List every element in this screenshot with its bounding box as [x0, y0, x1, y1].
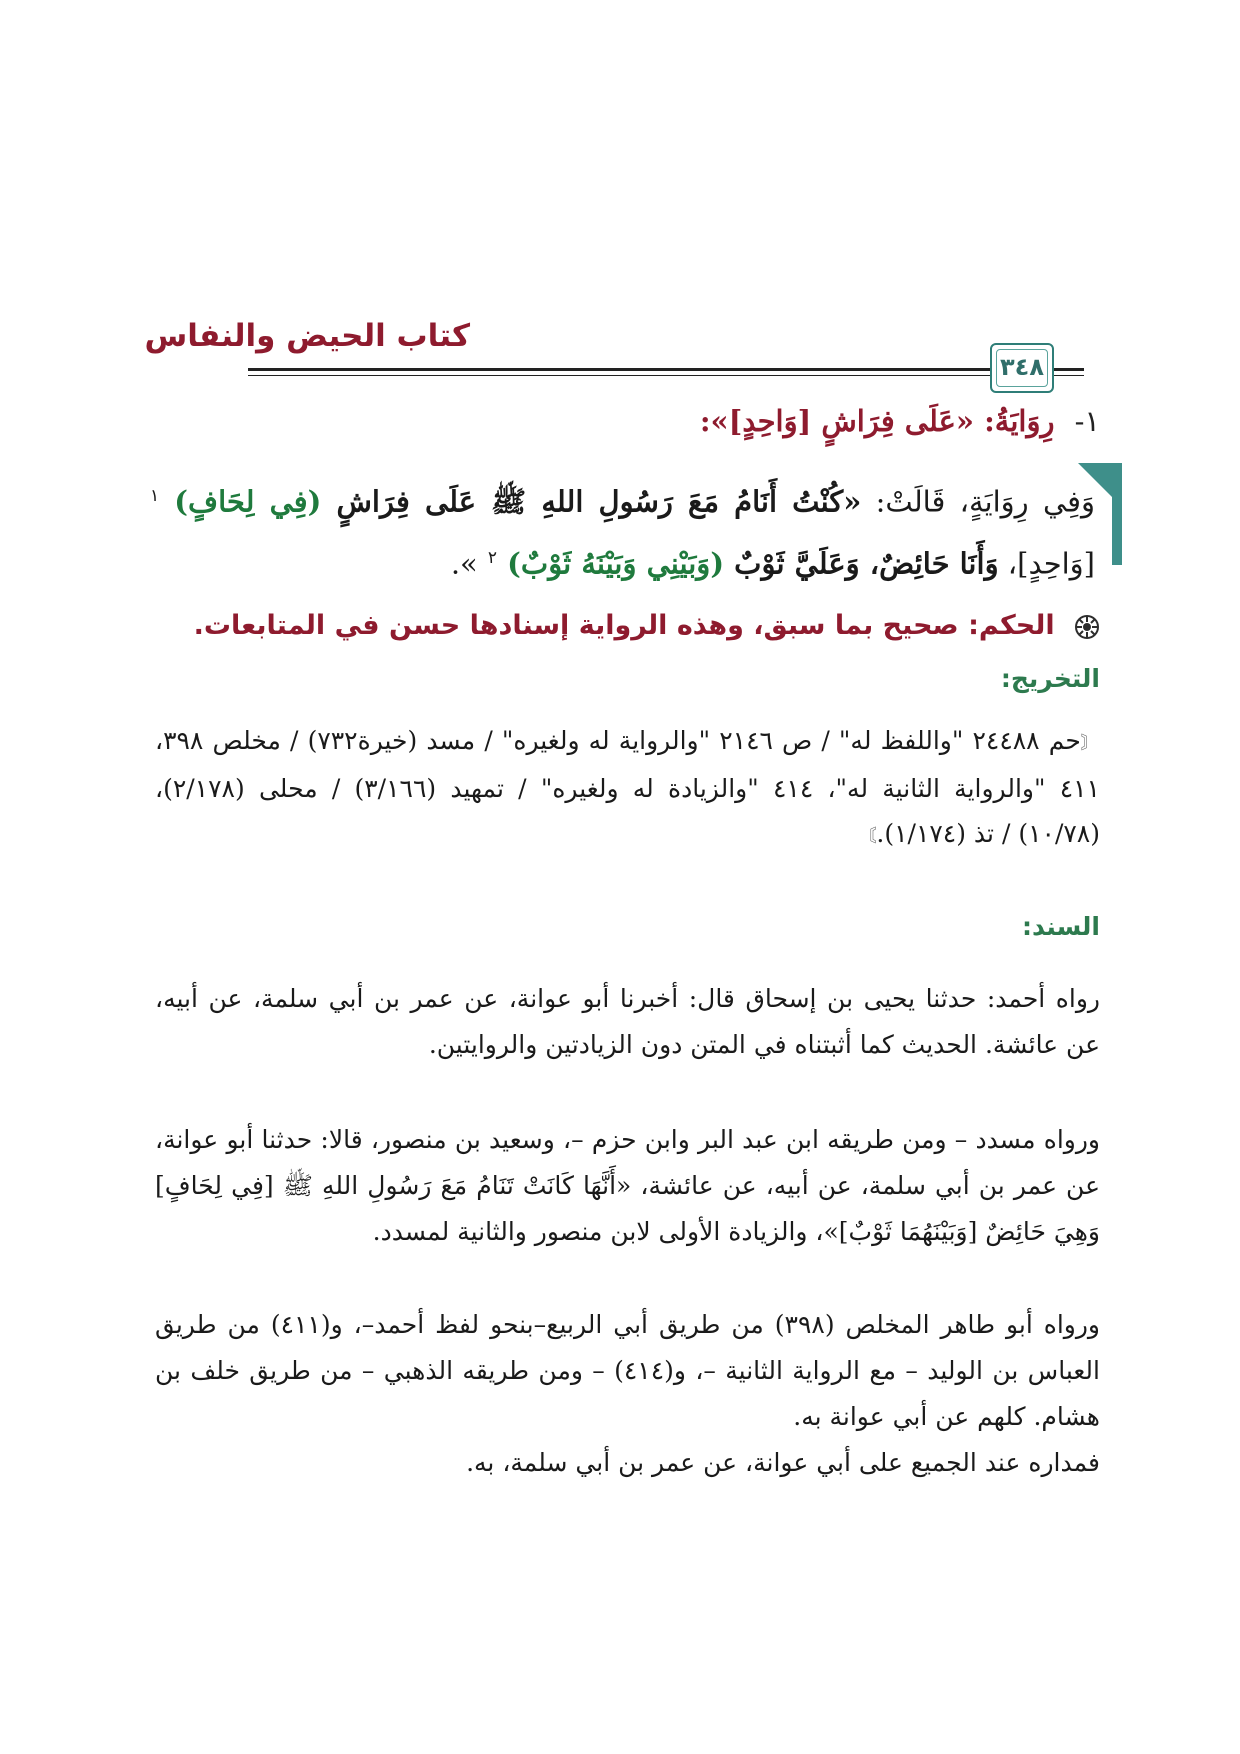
ruling-text: صحيح بما سبق، وهذه الرواية إسنادها حسن في المتابعات. — [193, 610, 959, 641]
takhrij-open-bracket: 〘 — [1080, 733, 1100, 754]
quote-intro: وَفِي رِوَايَةٍ، قَالَتْ: — [861, 484, 1095, 519]
header-rule-thin — [248, 375, 998, 376]
section-number: ١- — [1074, 404, 1100, 438]
quote-bracket-1: [وَاحِدٍ]، — [998, 546, 1095, 581]
quote-addition-1: (فِي لِحَافٍ) — [174, 484, 322, 519]
sanad-paragraph: ورواه مسدد – ومن طريقه ابن عبد البر وابن حزم –، وسعيد بن منصور، قالا: حدثنا أبو عوانة، عن عمر بن أبي سلمة، عن أبيه، عن عائشة، «أَنَّهَا كَانَتْ تَنَامُ مَعَ رَسُولِ اللهِ ﷺ [فِي لِحَافٍ] وَهِيَ حَائِضٌ [وَبَيْنَهُمَا ثَوْبٌ]»، والزيادة الأولى لابن منصور والثانية لمسدد. — [155, 1125, 1100, 1246]
takhrij-text — [155, 718, 1100, 859]
quote-addition-2: (وَبَيْنِي وَبَيْنَهُ ثَوْبٌ) — [507, 546, 725, 581]
section-heading — [700, 404, 1100, 438]
page-number-badge — [990, 343, 1054, 393]
book-title: كتاب الحيض والنفاس — [144, 318, 470, 354]
flower-ornament-icon — [1074, 614, 1100, 640]
takhrij-body: حم ٢٤٤٨٨ "واللفظ له" / ص ٢١٤٦ "والرواية له ولغيره" / مسد (خيرة٧٣٢) / مخلص ٣٩٨، ٤١١ "والرواية الثانية له"، ٤١٤ "والزيادة له ولغيره" / تمهيد (٣/١٦٦) / محلى (٢/١٧٨)، (١٠/٧٨) / تذ (١/١٧٤). — [155, 726, 1100, 848]
footnote-ref-2[interactable]: ٢ — [487, 547, 498, 568]
page-number: ٣٤٨ — [1000, 353, 1044, 381]
sanad-heading: السند: — [1021, 912, 1100, 941]
header-rule — [248, 368, 998, 371]
hadith-quote — [150, 468, 1095, 591]
takhrij-heading: التخريج: — [1000, 664, 1100, 693]
sanad-paragraph: رواه أحمد: حدثنا يحيى بن إسحاق قال: أخبرنا أبو عوانة، عن عمر بن أبي سلمة، عن أبيه، عن عائشة. الحديث كما أثبتناه في المتن دون الزيادتين والروايتين. — [155, 984, 1100, 1059]
ruling — [194, 610, 1100, 641]
quote-part-2: وَأَنَا حَائِضٌ، وَعَلَيَّ ثَوْبٌ — [734, 546, 999, 581]
quote-side-bar — [1112, 465, 1122, 565]
sanad-paragraph: ورواه أبو طاهر المخلص (٣٩٨) من طريق أبي الربيع–بنحو لفظ أحمد–، و(٤١١) من طريق العباس بن الوليد – مع الرواية الثانية –، و(٤١٤) – ومن طريقه الذهبي – من طريق خلف بن هشام. كلهم عن أبي عوانة به. — [155, 1310, 1100, 1431]
ruling-label: الحكم: — [968, 610, 1055, 641]
footnote-ref-1[interactable]: ١ — [150, 486, 160, 506]
takhrij-close-bracket: 〙 — [858, 826, 877, 847]
section-title: رِوَايَةُ: «عَلَى فِرَاشٍ [وَاحِدٍ]»: — [699, 404, 1055, 438]
quote-close: ». — [450, 546, 478, 581]
sanad-conclusion: فمداره عند الجميع على أبي عوانة، عن عمر بن أبي سلمة، به. — [466, 1448, 1100, 1477]
quote-part-1: «كُنْتُ أَنَامُ مَعَ رَسُولِ اللهِ ﷺ عَلَى فِرَاشٍ — [336, 484, 862, 519]
